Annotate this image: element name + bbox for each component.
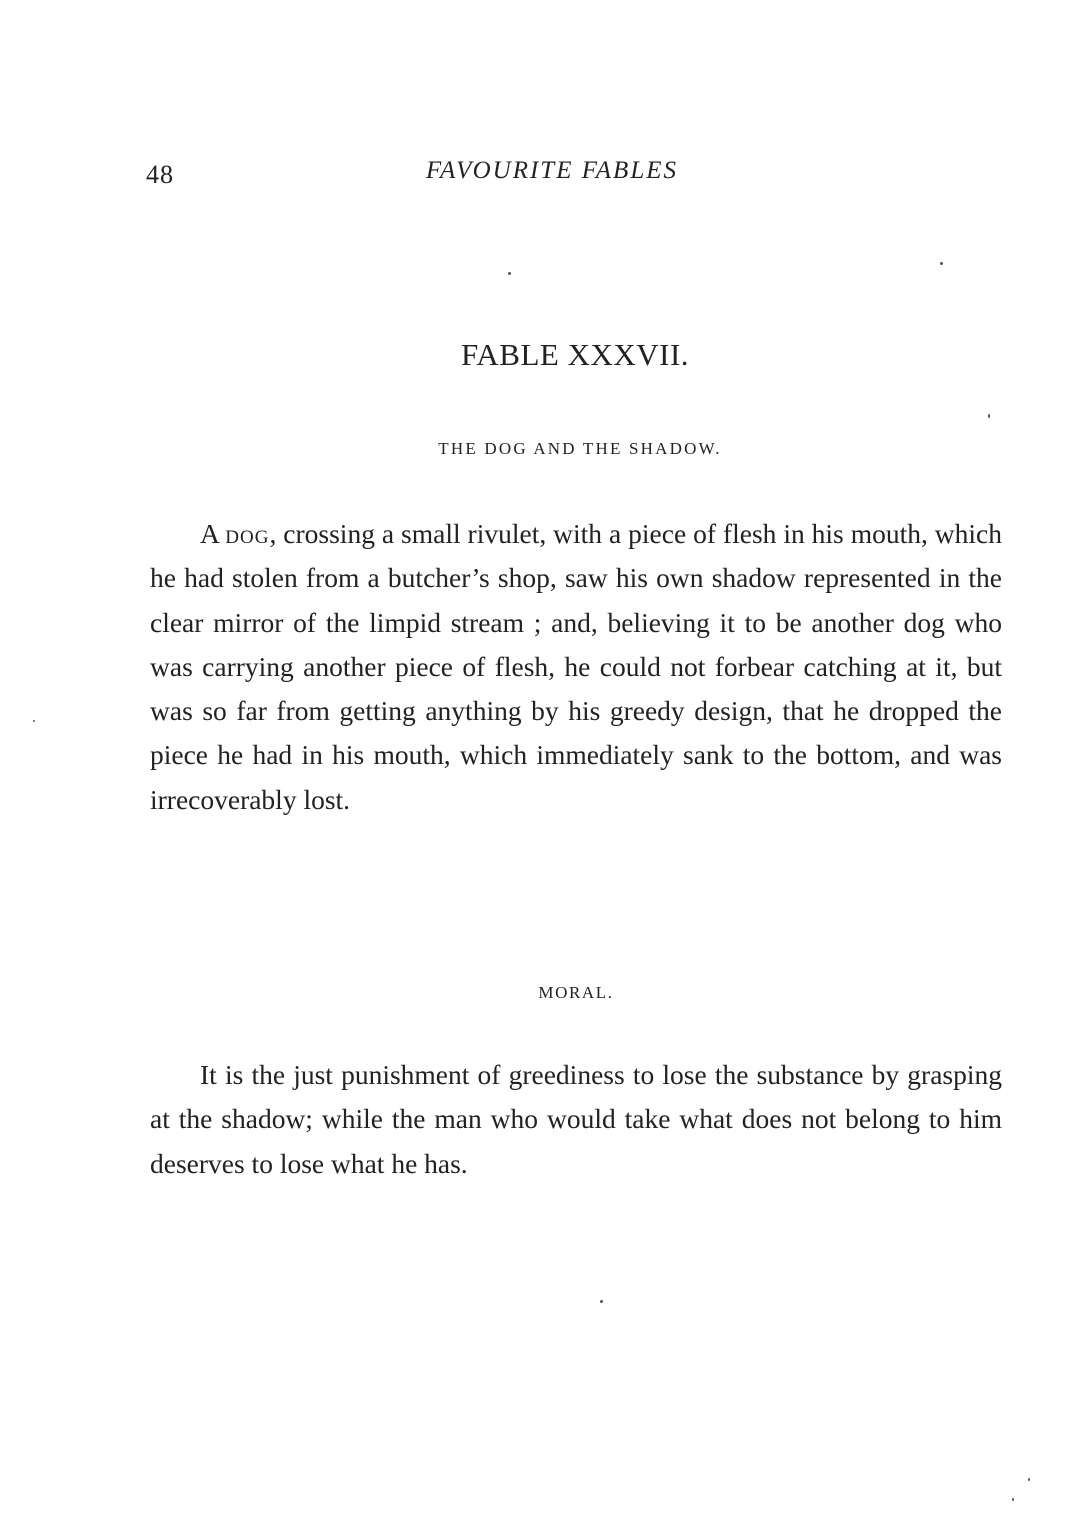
fable-title: FABLE XXXVII. bbox=[460, 337, 690, 372]
moral-paragraph: It is the just punishment of greediness to lose the substance by grasping at the shadow; while the man who would take what does not belong to him deserves to lose what he has. bbox=[150, 1059, 1002, 1179]
page-number: 48 bbox=[146, 160, 174, 189]
fable-text: , crossing a small rivulet, with a piece of flesh in his mouth, which he had stolen from a butcher’s shop, saw his own shadow represented in the clear mirror of the limpid stream ; and, believing it to be another dog who was carrying another piece of flesh, he could not forbear catching at it, but was so far from getting anything by his greedy design, that he dropped the piece he had in his mouth, which immediately sank to the bottom, and was irrecoverably lost. bbox=[150, 518, 1003, 815]
fable-body bbox=[150, 512, 1002, 822]
fable-subtitle: THE DOG AND THE SHADOW. bbox=[438, 439, 722, 458]
moral-heading: MORAL. bbox=[538, 983, 614, 1002]
scan-speck bbox=[508, 272, 511, 275]
moral-body bbox=[150, 1053, 1002, 1186]
scan-speck bbox=[940, 262, 943, 265]
scan-speck bbox=[1012, 1498, 1014, 1501]
opening-smallcaps: dog bbox=[225, 518, 270, 549]
opening-word: A bbox=[200, 518, 219, 549]
scan-speck bbox=[33, 720, 35, 722]
scan-speck bbox=[1028, 1478, 1030, 1481]
scan-speck bbox=[988, 414, 990, 418]
fable-paragraph bbox=[150, 512, 1002, 822]
running-title: FAVOURITE FABLES bbox=[426, 157, 678, 184]
scan-speck bbox=[600, 1300, 603, 1303]
